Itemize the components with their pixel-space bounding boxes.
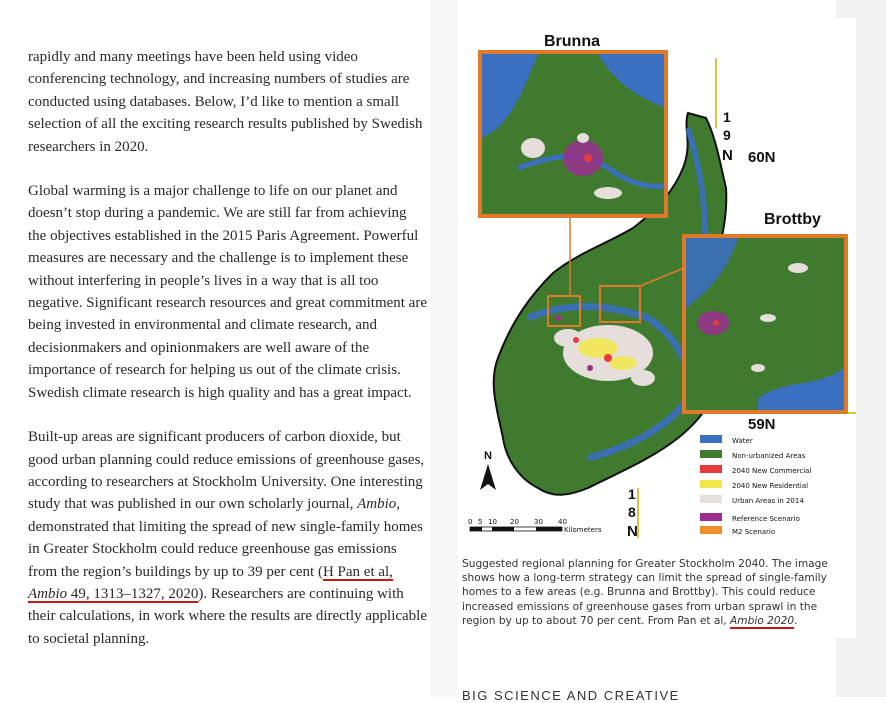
svg-text:2040 New Commercial: 2040 New Commercial [732,467,812,475]
paragraph-2: Global warming is a major challenge to life on our planet and doesn’t stop during a pandemic. We are still far from achieving the objectives established in the 2015 Paris Agreement. Powerful measures are necessary and the challenge is to implement these without interfering in people’s lives in a way that is all too negative. Significant research resources and great commitment are being invested in environmental and climate research, and decisionmakers and opinionmakers are well aware of the importance of research for helping us out of the climate crisis. Swedish climate research is high quality and has a great impact. [28,183,427,401]
journal-name: Ambio [357,496,397,513]
legend-swatch-reference [700,513,722,521]
article-column [28,46,428,672]
svg-text:Reference Scenario: Reference Scenario [732,515,800,523]
north-arrow-icon [480,450,496,490]
svg-text:N: N [484,450,492,462]
citation-link[interactable]: H Pan et al, Ambio 49, 1313–1327, 2020 [28,563,393,602]
svg-text:M2 Scenario: M2 Scenario [732,528,776,536]
label-brunna: Brunna [544,33,600,50]
label-brottby: Brottby [764,211,821,228]
svg-text:0: 0 [468,518,473,526]
lat-60n: 60N [748,149,776,166]
scale-bar [468,518,602,534]
lon-19-n: N [722,147,733,164]
background-gutter [430,0,458,697]
svg-text:40: 40 [558,518,567,526]
svg-text:20: 20 [510,518,519,526]
lon-18-digit-1: 1 [628,486,636,502]
figure-map [458,18,856,638]
legend-swatch-commercial [700,465,722,473]
caption-citation-link[interactable]: Ambio 2020 [730,614,795,627]
legend-swatch-water [700,435,722,443]
legend-swatch-nonurban [700,450,722,458]
svg-text:10: 10 [488,518,497,526]
svg-text:2040 New Residential: 2040 New Residential [732,482,809,490]
legend-swatch-m2 [700,526,722,534]
paragraph-3: Built-up areas are significant producers of carbon dioxide, but good urban planning could reduce emissions of greenhouse gases, according to researchers at Stockholm University. One interesting study that was published in our own scholarly journal, Ambio, demonstrated that limiting the spread of new single-family homes in Greater Stockholm could reduce greenhouse gas emissions from the region’s buildings by up to 39 per cent (H Pan et al, Ambio 49, 1313–1327, 2020). Researchers are continuing with their calculations, in work where the results are directly applicable to societal planning. [28,429,428,647]
svg-text:Urban Areas in 2014: Urban Areas in 2014 [732,497,804,505]
lat-59n: 59N [748,416,776,433]
paragraph-1: rapidly and many meetings have been held using video conferencing technology, and increasing numbers of studies are conducted using databases. Below, I’d like to mention a small selection of all the exciting research results published by Swedish researchers in 2020. [28,49,423,155]
lon-18-digit-2: 8 [628,504,636,520]
figure-caption: Suggested regional planning for Greater Stockholm 2040. The image shows how a long-term strategy can limit the spread of single-family homes to a few areas (e.g. Brunna and Brottby). This could reduce increased emissions of greenhouse gases from urban sprawl in the region by up to about 70 per cent. From Pan et al, Ambio 2020. [462,558,828,627]
legend-swatch-urban2014 [700,495,722,503]
stockholm-map [458,18,856,558]
svg-text:Non-urbanized Areas: Non-urbanized Areas [732,452,806,460]
lon-18-n: N [627,523,638,540]
legend-swatch-residential [700,480,722,488]
svg-text:30: 30 [534,518,543,526]
svg-text:Kilometers: Kilometers [564,526,602,534]
svg-text:5: 5 [478,518,483,526]
next-section-heading: BIG SCIENCE AND CREATIVE [462,688,680,703]
lon-19-digit-1: 1 [723,109,731,125]
svg-text:Water: Water [732,437,753,445]
lon-19-digit-2: 9 [723,127,731,143]
map-legend [700,435,811,536]
